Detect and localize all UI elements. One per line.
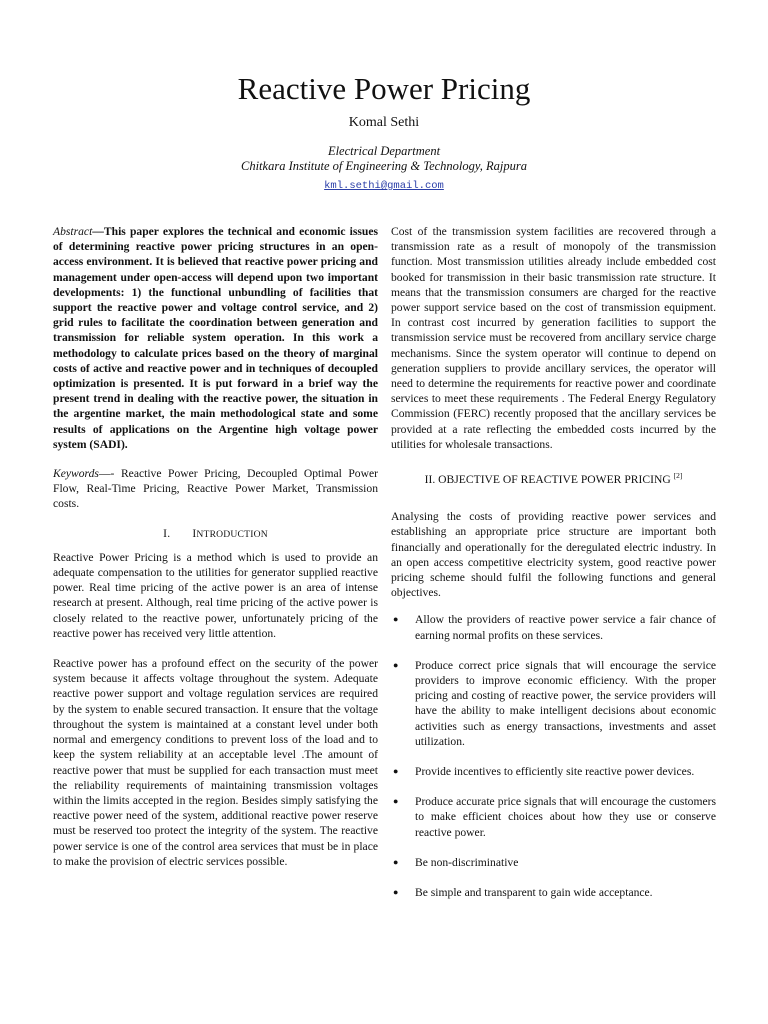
- section-heading-introduction: [53, 526, 378, 542]
- objective-list: [391, 612, 716, 900]
- list-item: [391, 612, 716, 642]
- list-item: [391, 658, 716, 749]
- list-item: [391, 885, 716, 900]
- left-column: [53, 224, 378, 869]
- paper-title: Reactive Power Pricing: [237, 71, 531, 106]
- list-item: [391, 764, 716, 779]
- author-department: Electrical Department: [327, 144, 441, 158]
- section-number: I.: [163, 526, 171, 540]
- intro-paragraph-2: Reactive power has a profound effect on the security of the power system because it affects voltage throughout the system. Adequate reactive power support and voltage regulation services are required by the system to enable secured transaction. It ensure that the voltage throughout the system is maintained at a constant level under both normal and emergency conditions to prevent loss of the load and to keep the system reliability at an acceptable level .The amount of reactive power that must be supplied for each transaction must meet the reliability requirements of maintaining transmission voltages within the limits accepted in the region. Besides simply satisfying the reactive power need of the system, additional reactive power reserve must be reserved too protect the integrity of the system. The reactive power service is one of the control area services that must be in place to make the provision of electric services possible.: [53, 657, 378, 868]
- section-heading-objective: [391, 468, 716, 487]
- bullet-icon: ●: [393, 659, 399, 670]
- list-item-text: Provide incentives to efficiently site reactive power devices.: [415, 764, 695, 778]
- list-item-text: Produce accurate price signals that will encourage the customers to make efficient choices about how they use or conserve reactive power.: [415, 795, 716, 839]
- list-item-text: Produce correct price signals that will encourage the service providers to improve economic efficiency. With the proper pricing and costing of reactive power, the service providers will have the ability to make intelligent decisions about economic activities such as energy transactions, investments and asset utilization.: [415, 658, 716, 748]
- keywords-lead: Keywords: [53, 467, 99, 481]
- objective-intro-paragraph: Analysing the costs of providing reactive power services and establishing an appropriate price structure are important both financially and operationally for the deregulated electric industry. In an open access competitive electricity system, good reactive power pricing scheme should fulfil the following functions and general objectives.: [391, 510, 716, 600]
- keywords-text: Reactive Power Pricing, Decoupled Optimal Power Flow, Real-Time Pricing, Reactive Power Market, Transmission costs.: [53, 467, 378, 511]
- bullet-icon: ●: [393, 614, 399, 625]
- list-item: [391, 794, 716, 840]
- right-column: [391, 224, 716, 915]
- bullet-icon: ●: [393, 796, 399, 807]
- abstract: [53, 224, 378, 452]
- intro-paragraph-1: Reactive Power Pricing is a method which is used to provide an adequate compensation to the utilities for generator supplied reactive power. Real time pricing of the active power is an area of intense research at present. Although, real time pricing of the active power is closely related to the reactive power, unfortunately pricing of the reactive power has received very little attention.: [53, 550, 378, 640]
- list-item-text: Be simple and transparent to gain wide acceptance.: [415, 885, 653, 899]
- section-title-rest: NTRODUCTION: [196, 528, 268, 540]
- bullet-icon: ●: [393, 856, 399, 867]
- keywords: [53, 466, 378, 512]
- keywords-dash: —-: [98, 467, 115, 481]
- section-heading-text: II. OBJECTIVE OF REACTIVE POWER PRICING: [424, 472, 674, 486]
- author-email-link[interactable]: kml.sethi@gmail.com: [324, 180, 444, 192]
- abstract-lead: Abstract: [53, 225, 93, 238]
- author-institute: Chitkara Institute of Engineering & Technology, Rajpura: [241, 159, 527, 173]
- bullet-icon: ●: [393, 765, 399, 776]
- author-name: Komal Sethi: [348, 115, 420, 130]
- section-title-initial: I: [192, 526, 197, 540]
- reference-marker[interactable]: [2]: [673, 471, 683, 481]
- list-item-text: Be non-discriminative: [415, 855, 519, 869]
- abstract-text: —This paper explores the technical and economic issues of determining reactive power pricing structures in an open-access environment. It is believed that reactive power pricing and management under open-access will depend upon two important developments: 1) the functional unbundling of facilities that support the reactive power and voltage control service, and 2) grid rules to facilitate the coordination between generation and transmission for reliable system operation. In this work a methodology to calculate prices based on the theory of marginal costs of active and reactive power and in techniques of decoupled optimization is presented. It is put forward in a brief way the present trend in dealing with the reactive power, the situation in the argentine market, the main methodological state and some results of applications on the Argentine high voltage power system (SADI).: [53, 225, 378, 451]
- transmission-cost-paragraph: Cost of the transmission system facilities are recovered through a transmission rate as a result of monopoly of the transmission function. Most transmission utilities already include embedded cost booked for transmission in their basic transmission rate structure. It means that the transmission consumers are charged for the reactive power support service based on the cost of transmission equipment. In contrast cost incurred by generation facilities to support the transmission service must be recovered from ancillary service charge mechanisms. Since the system operator will continue to depend on generation suppliers to provide ancillary services, the operator will need to determine the requirements for reactive power and coordinate services to meet these requirements . The Federal Energy Regulatory Commission (FERC) recently proposed that the ancillary services be provided at a rate reflecting the embedded costs incurred by the utilities for wholesale transactions.: [391, 225, 716, 451]
- bullet-icon: ●: [393, 886, 399, 897]
- paper-header: [0, 70, 768, 194]
- list-item: [391, 855, 716, 870]
- list-item-text: Allow the providers of reactive power service a fair chance of earning normal profits on these services.: [415, 613, 716, 642]
